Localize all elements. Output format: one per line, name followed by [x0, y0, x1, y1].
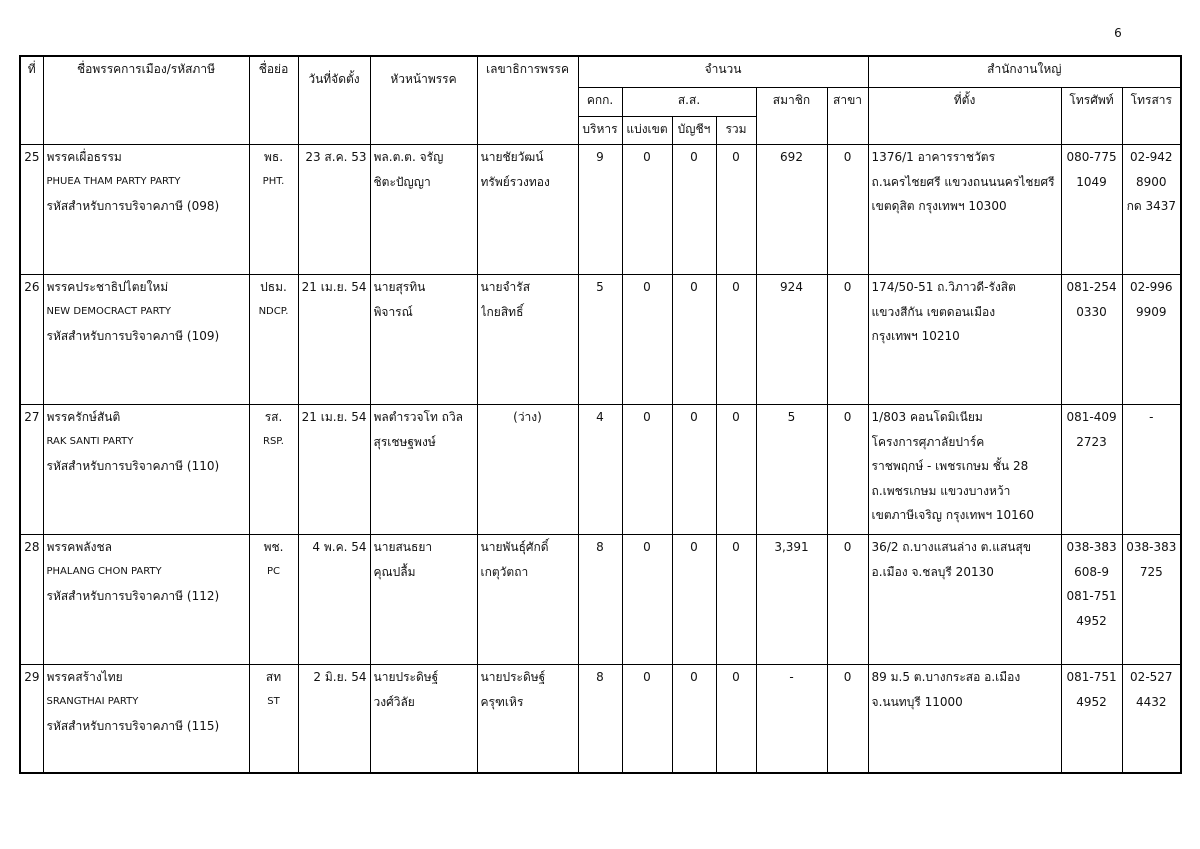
mp-total-count-cell: [716, 405, 756, 535]
table-body: [20, 145, 1181, 773]
abbr-en: PHT.: [262, 175, 285, 187]
party-name-th: พรรคประชาธิปไตยใหม่: [46, 280, 169, 294]
phone-line: 1049: [1076, 174, 1107, 189]
party-name-th: พรรคเผื่อธรรม: [46, 150, 122, 164]
phone-cell: [1061, 405, 1122, 535]
branch-count-cell: [827, 275, 868, 405]
party-name-en: RAK SANTI PARTY: [46, 435, 134, 447]
header-count-group: จำนวน: [578, 56, 868, 88]
founded-cell: [298, 145, 370, 275]
leader-cell: [370, 405, 477, 535]
mp-total-count: 0: [732, 280, 740, 294]
row-number-value: 27: [24, 410, 40, 424]
table-row: [20, 405, 1181, 535]
leader-cell: [370, 535, 477, 665]
mp-constituency-count-cell: [622, 145, 672, 275]
location-line: ถ.นครไชยศรี แขวงถนนนครไชยศรี: [871, 174, 1055, 189]
exec-count-cell: [578, 535, 622, 665]
header-leader: หัวหน้าพรรค: [370, 56, 477, 145]
member-count: 924: [780, 280, 803, 294]
abbr-th: สท: [265, 670, 282, 684]
secretary-line: ไกยสิทธิ์: [480, 304, 524, 319]
location-cell: [868, 275, 1061, 405]
mp-total-count: 0: [732, 410, 740, 424]
location-line: ถ.เพชรเกษม แขวงบางหว้า: [871, 483, 1011, 498]
location-line: 1/803 คอนโดมิเนียม: [871, 410, 983, 424]
party-name-cell: [43, 665, 249, 773]
mp-party-list-count-cell: [672, 145, 716, 275]
mp-party-list-count: 0: [690, 670, 698, 684]
party-name-cell: [43, 275, 249, 405]
abbr-th: ปธม.: [260, 280, 287, 294]
branch-count-cell: [827, 535, 868, 665]
abbr-cell: [249, 535, 298, 665]
fax-line: 02-942: [1130, 150, 1173, 164]
member-count: 3,391: [774, 540, 809, 554]
party-tax-code: รหัสสำหรับการบริจาคภาษี (110): [46, 459, 220, 473]
secretary-line: (ว่าง): [513, 410, 542, 424]
header-secretary: เลขาธิการพรรค: [477, 56, 578, 145]
phone-line: 081-751: [1066, 589, 1117, 603]
secretary-cell: [477, 665, 578, 773]
header-mp-constituency: แบ่งเขต: [622, 117, 672, 145]
secretary-line: นายพันธ์ุศักดิ์: [480, 540, 549, 554]
leader-cell: [370, 275, 477, 405]
secretary-line: ครุฑเหิร: [480, 694, 524, 709]
secretary-line: นายจำรัส: [480, 280, 531, 294]
location-line: 36/2 ถ.บางแสนล่าง ต.แสนสุข: [871, 540, 1032, 554]
mp-party-list-count: 0: [690, 540, 698, 554]
branch-count: 0: [843, 280, 852, 294]
row-number-value: 25: [24, 150, 40, 164]
party-tax-code: รหัสสำหรับการบริจาคภาษี (098): [46, 199, 220, 213]
location-line: อ.เมือง จ.ชลบุรี 20130: [871, 564, 994, 579]
mp-party-list-count: 0: [690, 410, 698, 424]
mp-constituency-count: 0: [643, 540, 651, 554]
header-fax: โทรสาร: [1122, 88, 1181, 145]
leader-line: นายสุรทิน: [373, 280, 426, 294]
mp-constituency-count: 0: [643, 280, 651, 294]
leader-line: พล.ต.ต. จรัญ: [373, 150, 444, 164]
row-number: [20, 145, 43, 275]
fax-line: 038-383: [1126, 540, 1177, 554]
party-name-th: พรรครักษ์สันติ: [46, 410, 121, 424]
page-number: 6: [1114, 26, 1122, 40]
exec-count-cell: [578, 405, 622, 535]
phone-line: 080-775: [1066, 150, 1117, 164]
header-location: ที่ตั้ง: [868, 88, 1061, 145]
table-row: [20, 535, 1181, 665]
abbr-cell: [249, 275, 298, 405]
leader-cell: [370, 145, 477, 275]
exec-count: 8: [596, 540, 604, 554]
table-row: [20, 665, 1181, 773]
mp-total-count-cell: [716, 535, 756, 665]
member-count: 5: [787, 410, 796, 424]
party-tax-code: รหัสสำหรับการบริจาคภาษี (115): [46, 719, 220, 733]
location-line: ราชพฤกษ์ - เพชรเกษม ชั้น 28: [871, 459, 1029, 473]
leader-line: นายสนธยา: [373, 540, 433, 554]
founded-date: 2 มิ.ย. 54: [313, 670, 367, 684]
location-line: เขตภาษีเจริญ กรุงเทพฯ 10160: [871, 508, 1035, 522]
phone-line: 608-9: [1074, 564, 1109, 579]
mp-total-count: 0: [732, 670, 740, 684]
header-exec-committee: คกก.: [578, 88, 622, 117]
mp-constituency-count: 0: [643, 150, 651, 164]
location-line: 1376/1 อาคารราชวัตร: [871, 150, 996, 164]
member-count-cell: [756, 405, 827, 535]
mp-party-list-count-cell: [672, 665, 716, 773]
leader-line: ชิตะปัญญา: [373, 174, 431, 189]
header-members: สมาชิก: [756, 88, 827, 145]
abbr-en: PC: [266, 565, 280, 577]
secretary-cell: [477, 535, 578, 665]
mp-party-list-count-cell: [672, 535, 716, 665]
phone-line: 4952: [1076, 613, 1107, 628]
mp-constituency-count: 0: [643, 410, 651, 424]
secretary-line: เกตุวัตถา: [480, 564, 529, 579]
member-count-cell: [756, 145, 827, 275]
exec-count-cell: [578, 665, 622, 773]
founded-cell: [298, 665, 370, 773]
branch-count: 0: [843, 670, 852, 684]
mp-constituency-count-cell: [622, 275, 672, 405]
row-number: [20, 665, 43, 773]
exec-count-cell: [578, 145, 622, 275]
phone-line: 0330: [1076, 304, 1107, 319]
secretary-cell: [477, 275, 578, 405]
fax-cell: [1122, 665, 1181, 773]
table-row: [20, 145, 1181, 275]
abbr-th: พธ.: [263, 150, 284, 164]
phone-line: 2723: [1076, 434, 1107, 449]
location-line: โครงการศุภาลัยปาร์ค: [871, 434, 985, 449]
header-no: ที่: [20, 56, 43, 145]
secretary-cell: [477, 145, 578, 275]
fax-line: กด 3437: [1126, 199, 1177, 213]
party-name-cell: [43, 405, 249, 535]
mp-constituency-count: 0: [643, 670, 651, 684]
branch-count-cell: [827, 405, 868, 535]
founded-date: 23 ส.ค. 53: [305, 150, 367, 164]
fax-line: 02-996: [1130, 280, 1173, 294]
header-mp-total: รวม: [716, 117, 756, 145]
table-row: [20, 275, 1181, 405]
party-table: [19, 55, 1182, 774]
location-line: กรุงเทพฯ 10210: [871, 329, 960, 343]
header-party-name: ชื่อพรรคการเมือง/รหัสภาษี: [43, 56, 249, 145]
member-count-cell: [756, 275, 827, 405]
phone-line: 4952: [1076, 694, 1107, 709]
secretary-line: นายประดิษฐ์: [480, 670, 546, 684]
branch-count-cell: [827, 665, 868, 773]
row-number: [20, 535, 43, 665]
location-line: เขตดุสิต กรุงเทพฯ 10300: [871, 199, 1007, 213]
leader-cell: [370, 665, 477, 773]
party-name-th: พรรคพลังชล: [46, 540, 112, 554]
header-phone: โทรศัพท์: [1061, 88, 1122, 145]
exec-count: 5: [596, 280, 604, 294]
header-abbr: ชื่อย่อ: [249, 56, 298, 145]
phone-line: 038-383: [1066, 540, 1117, 554]
member-count: -: [789, 670, 794, 684]
location-line: แขวงสีกัน เขตดอนเมือง: [871, 304, 996, 319]
leader-line: วงศ์วิลัย: [373, 694, 415, 709]
header-branches: สาขา: [827, 88, 868, 145]
party-name-en: NEW DEMOCRACT PARTY: [46, 305, 172, 317]
founded-cell: [298, 405, 370, 535]
party-tax-code: รหัสสำหรับการบริจาคภาษี (112): [46, 589, 220, 603]
mp-party-list-count-cell: [672, 275, 716, 405]
mp-party-list-count-cell: [672, 405, 716, 535]
phone-cell: [1061, 145, 1122, 275]
party-name-cell: [43, 535, 249, 665]
mp-total-count: 0: [732, 150, 740, 164]
exec-count: 9: [596, 150, 604, 164]
mp-party-list-count: 0: [690, 280, 698, 294]
leader-line: พลตำรวจโท ถวิล: [373, 410, 464, 424]
member-count-cell: [756, 665, 827, 773]
leader-line: สุรเชษฐพงษ์: [373, 434, 436, 449]
phone-cell: [1061, 275, 1122, 405]
party-name-en: PHALANG CHON PARTY: [46, 565, 162, 577]
party-name-en: SRANGTHAI PARTY: [46, 695, 139, 707]
fax-cell: [1122, 405, 1181, 535]
party-tax-code: รหัสสำหรับการบริจาคภาษี (109): [46, 329, 220, 343]
exec-count-cell: [578, 275, 622, 405]
fax-line: 725: [1139, 564, 1163, 579]
exec-count: 4: [596, 410, 604, 424]
row-number: [20, 405, 43, 535]
mp-total-count-cell: [716, 275, 756, 405]
leader-line: นายประดิษฐ์: [373, 670, 439, 684]
mp-constituency-count-cell: [622, 405, 672, 535]
abbr-th: พช.: [263, 540, 284, 554]
mp-constituency-count-cell: [622, 665, 672, 773]
fax-line: 8900: [1136, 174, 1167, 189]
mp-constituency-count-cell: [622, 535, 672, 665]
abbr-en: RSP.: [263, 435, 284, 447]
mp-total-count-cell: [716, 145, 756, 275]
secretary-line: ทรัพย์รวงทอง: [480, 174, 550, 189]
leader-line: พิจารณ์: [373, 304, 413, 319]
fax-line: 9909: [1136, 304, 1167, 319]
founded-date: 21 เม.ย. 54: [301, 280, 367, 294]
row-number-value: 26: [24, 280, 40, 294]
header-exec-committee-2: บริหาร: [578, 117, 622, 145]
fax-line: 4432: [1136, 694, 1167, 709]
member-count-cell: [756, 535, 827, 665]
location-line: 89 ม.5 ต.บางกระสอ อ.เมือง: [871, 670, 1021, 684]
fax-cell: [1122, 145, 1181, 275]
phone-line: 081-751: [1066, 670, 1117, 684]
abbr-en: ST: [267, 695, 280, 707]
phone-line: 081-409: [1066, 410, 1117, 424]
fax-line: -: [1149, 410, 1154, 424]
phone-cell: [1061, 535, 1122, 665]
abbr-cell: [249, 405, 298, 535]
abbr-en: NDCP.: [258, 305, 289, 317]
abbr-cell: [249, 665, 298, 773]
location-cell: [868, 145, 1061, 275]
mp-total-count-cell: [716, 665, 756, 773]
leader-line: คุณปลื้ม: [373, 564, 416, 579]
member-count: 692: [780, 150, 803, 164]
founded-date: 21 เม.ย. 54: [301, 410, 367, 424]
location-cell: [868, 535, 1061, 665]
branch-count: 0: [843, 540, 852, 554]
header-mp-group: ส.ส.: [622, 88, 756, 117]
phone-line: 081-254: [1066, 280, 1117, 294]
branch-count-cell: [827, 145, 868, 275]
party-name-en: PHUEA THAM PARTY PARTY: [46, 175, 181, 187]
location-line: 174/50-51 ถ.วิภาวดี-รังสิต: [871, 280, 1016, 294]
party-name-cell: [43, 145, 249, 275]
party-name-th: พรรคสร้างไทย: [46, 670, 123, 684]
secretary-line: นายชัยวัฒน์: [480, 150, 544, 164]
exec-count: 8: [596, 670, 604, 684]
location-cell: [868, 405, 1061, 535]
location-cell: [868, 665, 1061, 773]
abbr-th: รส.: [264, 410, 283, 424]
header-hq-group: สำนักงานใหญ่: [868, 56, 1181, 88]
fax-line: 02-527: [1130, 670, 1173, 684]
row-number-value: 29: [24, 670, 40, 684]
location-line: จ.นนทบุรี 11000: [871, 694, 963, 709]
branch-count: 0: [843, 410, 852, 424]
row-number: [20, 275, 43, 405]
header-founded: วันที่จัดตั้ง: [298, 56, 370, 145]
fax-cell: [1122, 535, 1181, 665]
founded-cell: [298, 535, 370, 665]
branch-count: 0: [843, 150, 852, 164]
mp-total-count: 0: [732, 540, 740, 554]
fax-cell: [1122, 275, 1181, 405]
abbr-cell: [249, 145, 298, 275]
mp-party-list-count: 0: [690, 150, 698, 164]
row-number-value: 28: [24, 540, 40, 554]
founded-date: 4 พ.ค. 54: [312, 540, 367, 554]
founded-cell: [298, 275, 370, 405]
header-mp-party-list: บัญชีฯ: [672, 117, 716, 145]
secretary-cell: [477, 405, 578, 535]
phone-cell: [1061, 665, 1122, 773]
